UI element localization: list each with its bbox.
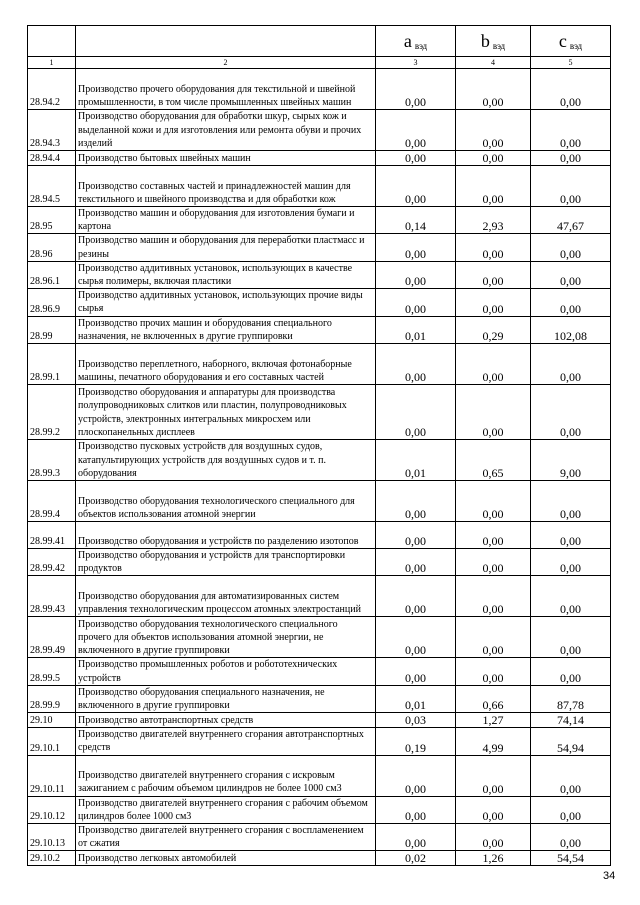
row-name: Производство прочего оборудования для текстильной и швейной промышленности, в том числе промышленных швейных машин (76, 69, 376, 110)
row-name: Производство аддитивных установок, использующих прочие виды сырья (76, 289, 376, 316)
row-value-c: 47,67 (531, 207, 611, 234)
table-row (28, 728, 611, 755)
row-value-a: 0,00 (376, 234, 456, 261)
row-name: Производство двигателей внутреннего сгорания с рабочим объемом цилиндров более 1000 см3 (76, 796, 376, 823)
row-code: 28.94.4 (28, 151, 76, 166)
row-value-b: 0,00 (456, 261, 531, 288)
row-value-c: 0,00 (531, 549, 611, 576)
row-code: 28.96.1 (28, 261, 76, 288)
row-value-b: 2,93 (456, 207, 531, 234)
row-value-a: 0,00 (376, 522, 456, 549)
row-name: Производство переплетного, наборного, включая фотонаборные машины, печатного оборудования и его составных частей (76, 344, 376, 385)
table-row (28, 151, 611, 166)
row-value-c: 74,14 (531, 713, 611, 728)
row-value-b: 0,00 (456, 549, 531, 576)
row-value-a: 0,03 (376, 713, 456, 728)
row-value-a: 0,14 (376, 207, 456, 234)
table-row (28, 261, 611, 288)
table-row (28, 207, 611, 234)
row-value-a: 0,01 (376, 440, 456, 481)
header-c: c $_{вэд}$ (531, 26, 611, 57)
row-value-b: 0,00 (456, 344, 531, 385)
row-value-b: 0,00 (456, 658, 531, 685)
column-number: 4 (456, 57, 531, 69)
row-code: 28.96 (28, 234, 76, 261)
row-value-b: 0,00 (456, 110, 531, 151)
row-code: 28.99.3 (28, 440, 76, 481)
table-row (28, 289, 611, 316)
row-name: Производство промышленных роботов и робототехнических устройств (76, 658, 376, 685)
row-name: Производство составных частей и принадлежностей машин для текстильного и швейного производства и для обработки кож (76, 166, 376, 207)
table-row (28, 549, 611, 576)
table-row (28, 385, 611, 440)
table-row (28, 522, 611, 549)
row-value-a: 0,00 (376, 617, 456, 658)
row-name: Производство оборудования специального назначения, не включенного в другие группировки (76, 685, 376, 712)
row-value-a: 0,00 (376, 576, 456, 617)
column-number: 5 (531, 57, 611, 69)
row-value-a: 0,02 (376, 851, 456, 866)
row-value-c: 0,00 (531, 261, 611, 288)
row-code: 28.99.5 (28, 658, 76, 685)
row-value-b: 0,00 (456, 824, 531, 851)
header-row (28, 26, 611, 57)
row-name: Производство оборудования и аппаратуры для производства полупроводниковых слитков или пластин, полупроводниковых устройств, электронных интегральных микросхем или плоскопанельных дисплеев (76, 385, 376, 440)
row-value-c: 0,00 (531, 522, 611, 549)
row-code: 29.10.11 (28, 755, 76, 796)
row-value-b: 0,00 (456, 385, 531, 440)
row-name: Производство оборудования и устройств для транспортировки продуктов (76, 549, 376, 576)
table-row (28, 755, 611, 796)
row-value-a: 0,00 (376, 549, 456, 576)
row-code: 28.99.2 (28, 385, 76, 440)
row-code: 28.99.9 (28, 685, 76, 712)
row-value-a: 0,00 (376, 755, 456, 796)
row-value-c: 0,00 (531, 110, 611, 151)
row-value-b: 0,00 (456, 481, 531, 522)
row-value-a: 0,01 (376, 316, 456, 343)
table-row (28, 824, 611, 851)
row-value-c: 0,00 (531, 481, 611, 522)
row-value-b: 0,00 (456, 234, 531, 261)
row-code: 29.10.12 (28, 796, 76, 823)
row-value-b: 0,00 (456, 576, 531, 617)
row-name: Производство машин и оборудования для переработки пластмасс и резины (76, 234, 376, 261)
row-value-c: 0,00 (531, 166, 611, 207)
row-name: Производство прочих машин и оборудования специального назначения, не включенных в другие группировки (76, 316, 376, 343)
row-name: Производство оборудования для автоматизированных систем управления технологическим процессом атомных электростанций (76, 576, 376, 617)
row-name: Производство легковых автомобилей (76, 851, 376, 866)
row-value-b: 4,99 (456, 728, 531, 755)
table-row (28, 481, 611, 522)
row-code: 28.94.2 (28, 69, 76, 110)
row-code: 28.99 (28, 316, 76, 343)
row-value-b: 0,00 (456, 617, 531, 658)
row-name: Производство машин и оборудования для изготовления бумаги и картона (76, 207, 376, 234)
row-code: 28.99.43 (28, 576, 76, 617)
row-value-a: 0,00 (376, 658, 456, 685)
row-name: Производство оборудования и устройств по разделению изотопов (76, 522, 376, 549)
row-value-c: 0,00 (531, 151, 611, 166)
row-code: 28.96.9 (28, 289, 76, 316)
table-row (28, 316, 611, 343)
row-value-a: 0,00 (376, 289, 456, 316)
row-name: Производство двигателей внутреннего сгорания с воспламенением от сжатия (76, 824, 376, 851)
row-value-a: 0,19 (376, 728, 456, 755)
row-value-c: 87,78 (531, 685, 611, 712)
table-row (28, 685, 611, 712)
row-value-a: 0,00 (376, 166, 456, 207)
row-name: Производство двигателей внутреннего сгорания автотранспортных средств (76, 728, 376, 755)
row-value-b: 0,00 (456, 755, 531, 796)
column-number: 1 (28, 57, 76, 69)
coefficients-table (27, 25, 611, 866)
row-value-a: 0,00 (376, 261, 456, 288)
row-value-a: 0,00 (376, 824, 456, 851)
header-a: a $_{вэд}$ (376, 26, 456, 57)
table-row (28, 851, 611, 866)
row-name: Производство оборудования технологического специального для объектов использования атомной энергии (76, 481, 376, 522)
row-name: Производство автотранспортных средств (76, 713, 376, 728)
row-value-a: 0,00 (376, 481, 456, 522)
row-value-a: 0,00 (376, 796, 456, 823)
row-value-b: 0,65 (456, 440, 531, 481)
column-number: 2 (76, 57, 376, 69)
table-row (28, 344, 611, 385)
row-value-b: 0,66 (456, 685, 531, 712)
row-value-a: 0,00 (376, 69, 456, 110)
row-code: 28.99.41 (28, 522, 76, 549)
header-b: b $_{вэд}$ (456, 26, 531, 57)
column-number: 3 (376, 57, 456, 69)
table-row (28, 440, 611, 481)
row-code: 28.99.49 (28, 617, 76, 658)
row-name: Производство пусковых устройств для воздушных судов, катапультирующих устройств для воздушных судов и т. п. оборудования (76, 440, 376, 481)
row-value-b: 0,00 (456, 796, 531, 823)
row-value-a: 0,00 (376, 385, 456, 440)
row-value-a: 0,01 (376, 685, 456, 712)
row-name: Производство оборудования технологического специального прочего для объектов использования атомной энергии, не включенного в другие группировки (76, 617, 376, 658)
row-value-c: 0,00 (531, 755, 611, 796)
row-value-b: 0,00 (456, 166, 531, 207)
row-value-b: 0,00 (456, 151, 531, 166)
table-row (28, 234, 611, 261)
row-code: 28.95 (28, 207, 76, 234)
row-value-c: 9,00 (531, 440, 611, 481)
row-value-c: 102,08 (531, 316, 611, 343)
row-code: 29.10.1 (28, 728, 76, 755)
row-value-c: 0,00 (531, 344, 611, 385)
row-code: 28.99.4 (28, 481, 76, 522)
row-code: 29.10 (28, 713, 76, 728)
row-value-a: 0,00 (376, 110, 456, 151)
row-value-c: 0,00 (531, 69, 611, 110)
row-value-c: 0,00 (531, 617, 611, 658)
row-value-c: 54,54 (531, 851, 611, 866)
row-value-b: 1,26 (456, 851, 531, 866)
row-value-b: 0,29 (456, 316, 531, 343)
table-row (28, 110, 611, 151)
table-row (28, 713, 611, 728)
row-name: Производство оборудования для обработки шкур, сырых кож и выделанной кожи и для изготовления или ремонта обуви и прочих изделий (76, 110, 376, 151)
row-value-a: 0,00 (376, 151, 456, 166)
row-name: Производство аддитивных установок, использующих в качестве сырья полимеры, включая пластики (76, 261, 376, 288)
table-row (28, 796, 611, 823)
column-number-row (28, 57, 611, 69)
row-value-c: 0,00 (531, 289, 611, 316)
table-row (28, 576, 611, 617)
row-name: Производство бытовых швейных машин (76, 151, 376, 166)
row-code: 28.99.42 (28, 549, 76, 576)
row-code: 28.94.5 (28, 166, 76, 207)
row-code: 29.10.13 (28, 824, 76, 851)
header-code (28, 26, 76, 57)
table-row (28, 617, 611, 658)
row-value-c: 0,00 (531, 824, 611, 851)
table-row (28, 69, 611, 110)
page-number: 34 (603, 870, 616, 882)
row-name: Производство двигателей внутреннего сгорания с искровым зажиганием с рабочим объемом цилиндров не более 1000 см3 (76, 755, 376, 796)
row-value-c: 0,00 (531, 234, 611, 261)
row-value-c: 0,00 (531, 796, 611, 823)
row-code: 29.10.2 (28, 851, 76, 866)
row-value-a: 0,00 (376, 344, 456, 385)
row-value-b: 0,00 (456, 69, 531, 110)
row-code: 28.94.3 (28, 110, 76, 151)
row-value-c: 0,00 (531, 658, 611, 685)
row-value-c: 0,00 (531, 385, 611, 440)
header-name (76, 26, 376, 57)
row-value-c: 54,94 (531, 728, 611, 755)
row-code: 28.99.1 (28, 344, 76, 385)
table-row (28, 166, 611, 207)
table-row (28, 658, 611, 685)
row-value-b: 1,27 (456, 713, 531, 728)
row-value-c: 0,00 (531, 576, 611, 617)
row-value-b: 0,00 (456, 289, 531, 316)
row-value-b: 0,00 (456, 522, 531, 549)
